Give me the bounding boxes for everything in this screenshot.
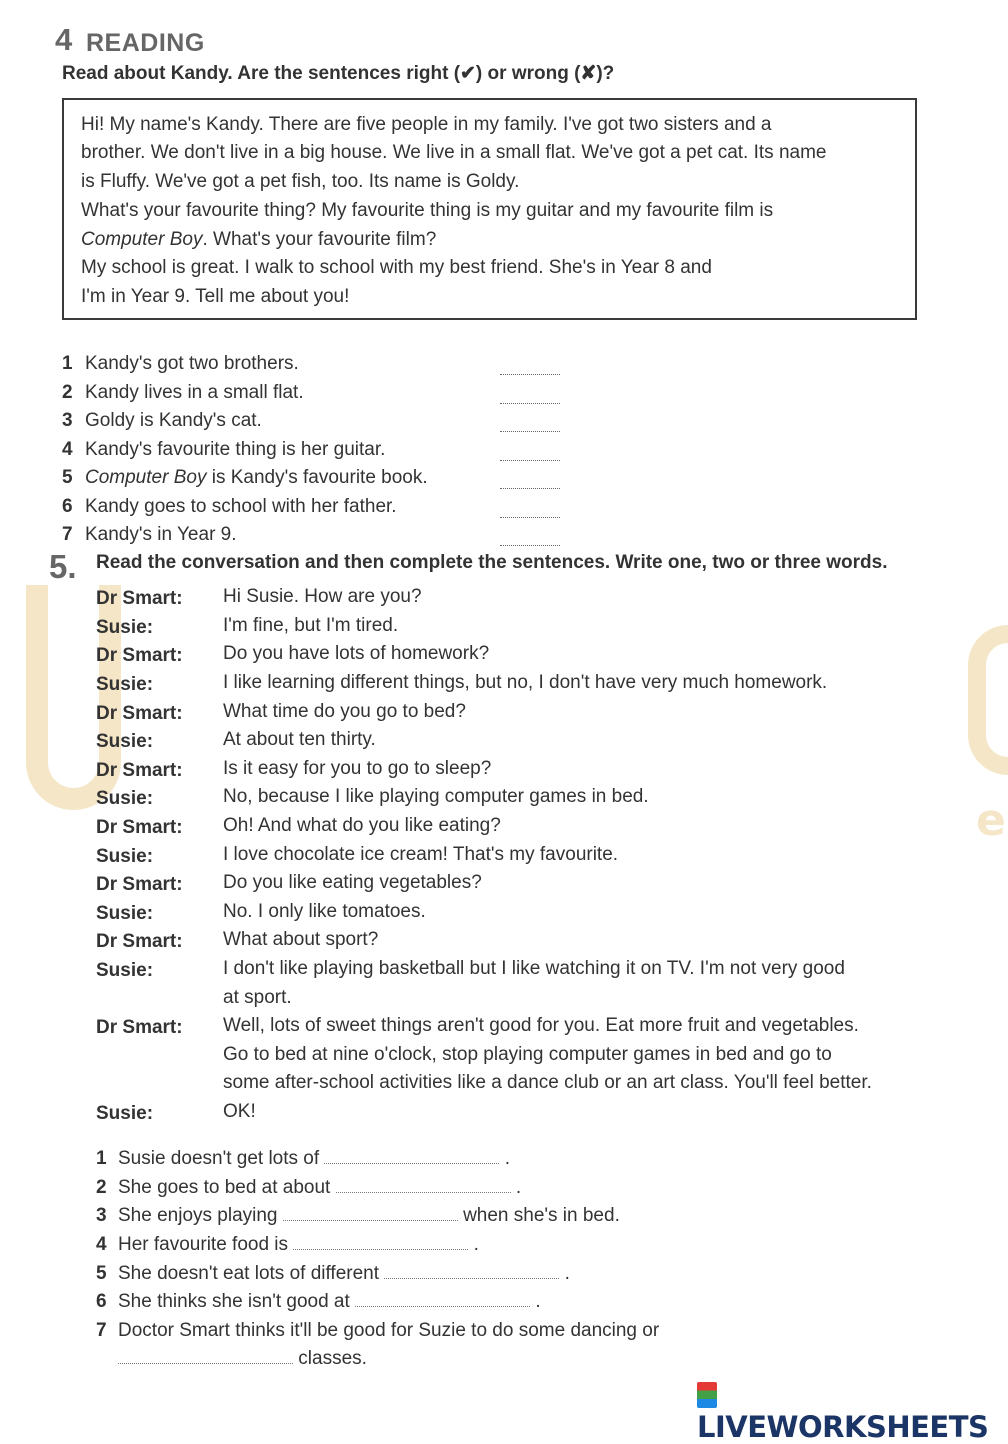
question-text: She thinks she isn't good at — [118, 1291, 350, 1312]
utterance: I don't like playing basketball but I like watching it on TV. I'm not very good — [223, 958, 845, 979]
answer-blank[interactable] — [500, 356, 560, 375]
question-number: 7 — [96, 1320, 107, 1341]
question-number: 1 — [96, 1148, 107, 1169]
s5-question-2 — [96, 1177, 521, 1199]
answer-blank[interactable] — [500, 413, 560, 432]
section-5-number: 5. — [49, 548, 77, 585]
question-end: . — [535, 1291, 541, 1312]
question-end: . — [564, 1263, 570, 1284]
reading-line-4: What's your favourite thing? My favourite thing is my guitar and my favourite film is — [81, 200, 774, 221]
reading-line-5 — [81, 226, 436, 254]
question-text: She goes to bed at about — [118, 1177, 331, 1198]
answer-blank[interactable] — [293, 1249, 468, 1250]
reading-line-6: My school is great. I walk to school with my best friend. She's in Year 8 and — [81, 257, 712, 278]
utterance: OK! — [223, 1101, 256, 1122]
answer-blank[interactable] — [384, 1278, 559, 1279]
question-text-rest: is Kandy's favourite book. — [206, 467, 428, 488]
question-end: . — [473, 1234, 479, 1255]
question-text: Her favourite food is — [118, 1234, 289, 1255]
question-number: 5 — [96, 1263, 107, 1284]
answer-blank[interactable] — [500, 470, 560, 489]
utterance: At about ten thirty. — [223, 729, 376, 750]
question-number: 3 — [62, 410, 73, 431]
answer-blank[interactable] — [118, 1363, 293, 1364]
utterance: No, because I like playing computer games in bed. — [223, 786, 649, 807]
question-text: She enjoys playing — [118, 1205, 278, 1226]
answer-blank[interactable] — [336, 1192, 511, 1193]
utterance-continued: some after-school activities like a dance club or an art class. You'll feel better. — [223, 1072, 872, 1093]
speaker: Susie: — [96, 731, 154, 752]
s5-question-6 — [96, 1291, 541, 1313]
utterance: Is it easy for you to go to sleep? — [223, 758, 492, 779]
utterance-continued: at sport. — [223, 987, 292, 1008]
speaker: Susie: — [96, 788, 154, 809]
question-end: . — [515, 1177, 522, 1198]
film-title: Computer Boy — [81, 229, 203, 250]
s5-question-3 — [96, 1205, 620, 1227]
section-5-instruction: Read the conversation and then complete the sentences. Write one, two or three words. — [96, 552, 888, 573]
s5-question-7 — [96, 1320, 659, 1342]
book-title: Computer Boy — [85, 467, 207, 488]
speaker: Dr Smart: — [96, 703, 183, 724]
section-4-number: 4 — [55, 22, 73, 57]
logo-mark-icon — [697, 1382, 717, 1408]
section-4-title: READING — [86, 29, 205, 57]
speaker: Susie: — [96, 617, 154, 638]
question-end: . — [504, 1148, 510, 1169]
speaker: Susie: — [96, 903, 154, 924]
question-text: Goldy is Kandy's cat. — [85, 410, 262, 431]
question-number: 5 — [62, 467, 73, 488]
utterance: No. I only like tomatoes. — [223, 901, 426, 922]
question-number: 3 — [96, 1205, 107, 1226]
question-text: Kandy lives in a small flat. — [85, 382, 304, 403]
question-end: classes. — [298, 1348, 367, 1369]
reading-line-7: I'm in Year 9. Tell me about you! — [81, 286, 350, 307]
question-text: Kandy's in Year 9. — [85, 524, 237, 545]
logo-text: LIVEWORKSHEETS — [697, 1410, 989, 1444]
question-end: when she's in bed. — [463, 1205, 620, 1226]
utterance: Hi Susie. How are you? — [223, 586, 422, 607]
question-number: 1 — [62, 353, 73, 374]
utterance: Well, lots of sweet things aren't good for you. Eat more fruit and vegetables. — [223, 1015, 859, 1036]
speaker: Susie: — [96, 846, 154, 867]
speaker: Susie: — [96, 674, 154, 695]
s5-question-5 — [96, 1263, 570, 1285]
utterance: Do you have lots of homework? — [223, 643, 490, 664]
utterance: I'm fine, but I'm tired. — [223, 615, 399, 636]
reading-line-1: Hi! My name's Kandy. There are five people in my family. I've got two sisters and a — [81, 114, 772, 135]
speaker: Dr Smart: — [96, 931, 183, 952]
reading-line-2: brother. We don't live in a big house. We live in a small flat. We've got a pet cat. Its name — [81, 142, 827, 163]
speaker: Susie: — [96, 960, 154, 981]
utterance-continued: Go to bed at nine o'clock, stop playing computer games in bed and go to — [223, 1044, 832, 1065]
utterance: What about sport? — [223, 929, 379, 950]
answer-blank[interactable] — [324, 1163, 499, 1164]
question-text: Kandy goes to school with her father. — [85, 496, 397, 517]
question-text: She doesn't eat lots of different — [118, 1263, 380, 1284]
question-number: 4 — [96, 1234, 107, 1255]
speaker: Dr Smart: — [96, 588, 183, 609]
s5-question-4 — [96, 1234, 479, 1256]
utterance: I love chocolate ice cream! That's my favourite. — [223, 844, 619, 865]
s5-question-1 — [96, 1148, 510, 1170]
answer-blank[interactable] — [500, 385, 560, 404]
utterance: What time do you go to bed? — [223, 701, 466, 722]
utterance: I like learning different things, but no, I don't have very much homework. — [223, 672, 828, 693]
question-text: Susie doesn't get lots of — [118, 1148, 320, 1169]
question-number: 6 — [62, 496, 73, 517]
question-number: 2 — [96, 1177, 107, 1198]
question-number: 4 — [62, 439, 73, 460]
watermark-right-shape — [968, 625, 1008, 775]
speaker: Dr Smart: — [96, 760, 183, 781]
speaker: Dr Smart: — [96, 645, 183, 666]
question-number: 6 — [96, 1291, 107, 1312]
s5-question-7-continued — [118, 1348, 367, 1370]
question-text: Kandy's favourite thing is her guitar. — [85, 439, 386, 460]
liveworksheets-logo[interactable] — [697, 1376, 1000, 1444]
watermark-right-letter: e — [976, 795, 1006, 846]
question-text: Doctor Smart thinks it'll be good for Suzie to do some dancing or — [118, 1320, 660, 1341]
answer-blank[interactable] — [500, 499, 560, 518]
answer-blank[interactable] — [355, 1306, 530, 1307]
question-text: Kandy's got two brothers. — [85, 353, 299, 374]
question-number: 7 — [62, 524, 73, 545]
answer-blank[interactable] — [500, 442, 560, 461]
speaker: Susie: — [96, 1103, 154, 1124]
section-4-instruction: Read about Kandy. Are the sentences right (✔) or wrong (✘)? — [62, 63, 615, 84]
speaker: Dr Smart: — [96, 817, 183, 838]
question-text — [85, 467, 428, 489]
reading-line-5-rest: . What's your favourite film? — [202, 229, 437, 250]
speaker: Dr Smart: — [96, 1017, 183, 1038]
question-number: 2 — [62, 382, 73, 403]
reading-line-3: is Fluffy. We've got a pet fish, too. Its name is Goldy. — [81, 171, 520, 192]
answer-blank[interactable] — [500, 527, 560, 546]
utterance: Oh! And what do you like eating? — [223, 815, 501, 836]
answer-blank[interactable] — [283, 1220, 458, 1221]
utterance: Do you like eating vegetables? — [223, 872, 482, 893]
speaker: Dr Smart: — [96, 874, 183, 895]
